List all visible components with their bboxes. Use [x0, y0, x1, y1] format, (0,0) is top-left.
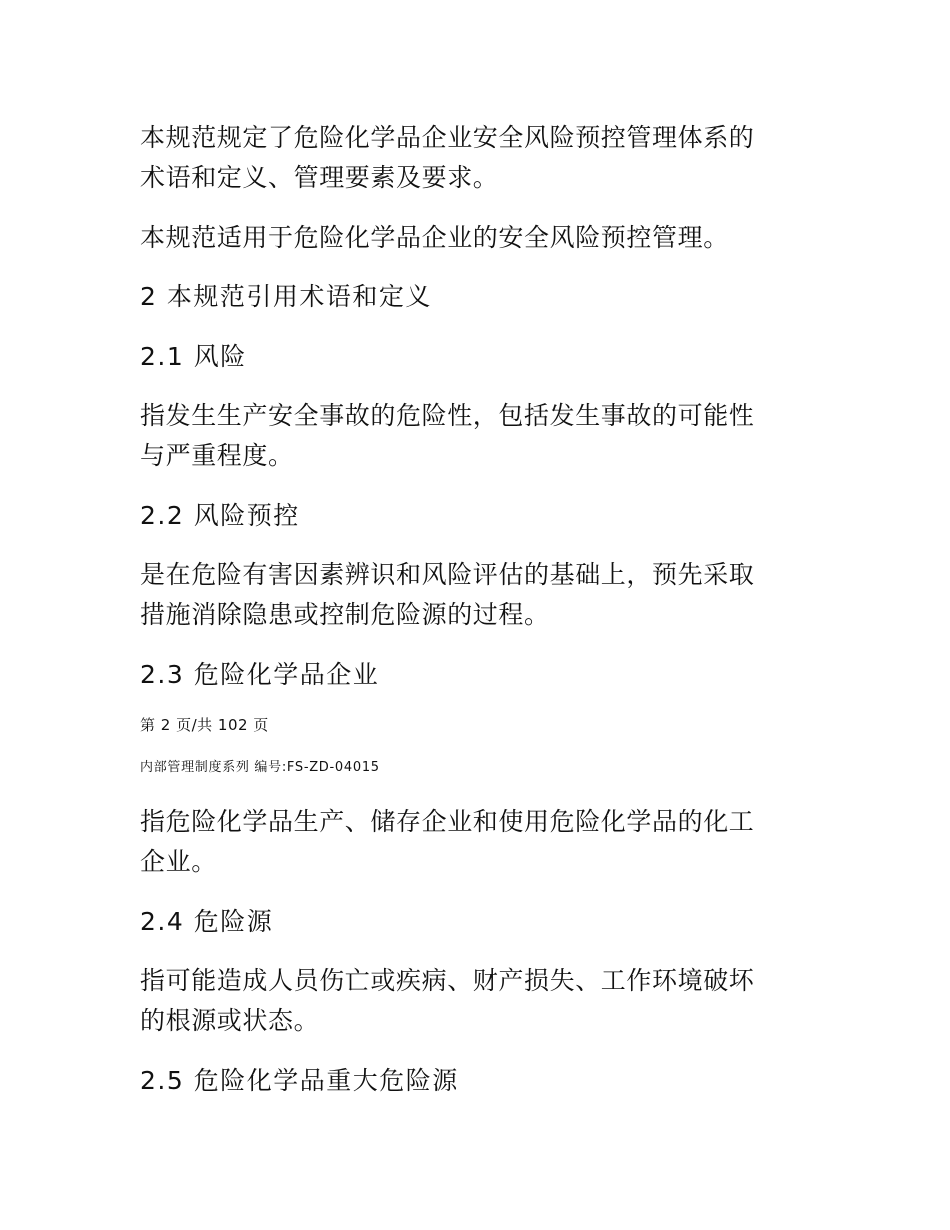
paragraph-line: 术语和定义、管理要素及要求。	[140, 163, 499, 192]
paragraph-line: 是在危险有害因素辨识和风险评估的基础上，预先采取	[140, 560, 755, 589]
section-heading-2-1: 2.1 风险	[140, 342, 247, 371]
paragraph-line: 指发生生产安全事故的危险性，包括发生事故的可能性	[140, 401, 755, 430]
paragraph-line: 与严重程度。	[140, 441, 294, 470]
section-heading-2-3: 2.3 危险化学品企业	[140, 660, 380, 689]
definition-risk-precontrol	[140, 555, 810, 635]
paragraph-line: 企业。	[140, 847, 217, 876]
paragraph-line: 本规范规定了危险化学品企业安全风险预控管理体系的	[140, 123, 755, 152]
definition-hazard-source	[140, 961, 810, 1041]
section-heading-2: 2 本规范引用术语和定义	[140, 282, 432, 311]
definition-hazardous-chemical-enterprise	[140, 802, 810, 882]
paragraph-scope	[140, 118, 810, 198]
paragraph-line: 措施消除隐患或控制危险源的过程。	[140, 600, 550, 629]
page-header: 内部管理制度系列 编号:FS-ZD-04015	[140, 760, 380, 775]
paragraph-line: 的根源或状态。	[140, 1006, 320, 1035]
section-heading-2-5: 2.5 危险化学品重大危险源	[140, 1066, 459, 1095]
definition-risk	[140, 396, 810, 476]
section-heading-2-2: 2.2 风险预控	[140, 501, 300, 530]
paragraph-line: 指危险化学品生产、储存企业和使用危险化学品的化工	[140, 807, 755, 836]
page-footer: 第 2 页/共 102 页	[140, 716, 269, 734]
paragraph-applicability: 本规范适用于危险化学品企业的安全风险预控管理。	[140, 223, 729, 252]
paragraph-line: 指可能造成人员伤亡或疾病、财产损失、工作环境破坏	[140, 966, 755, 995]
section-heading-2-4: 2.4 危险源	[140, 907, 274, 936]
